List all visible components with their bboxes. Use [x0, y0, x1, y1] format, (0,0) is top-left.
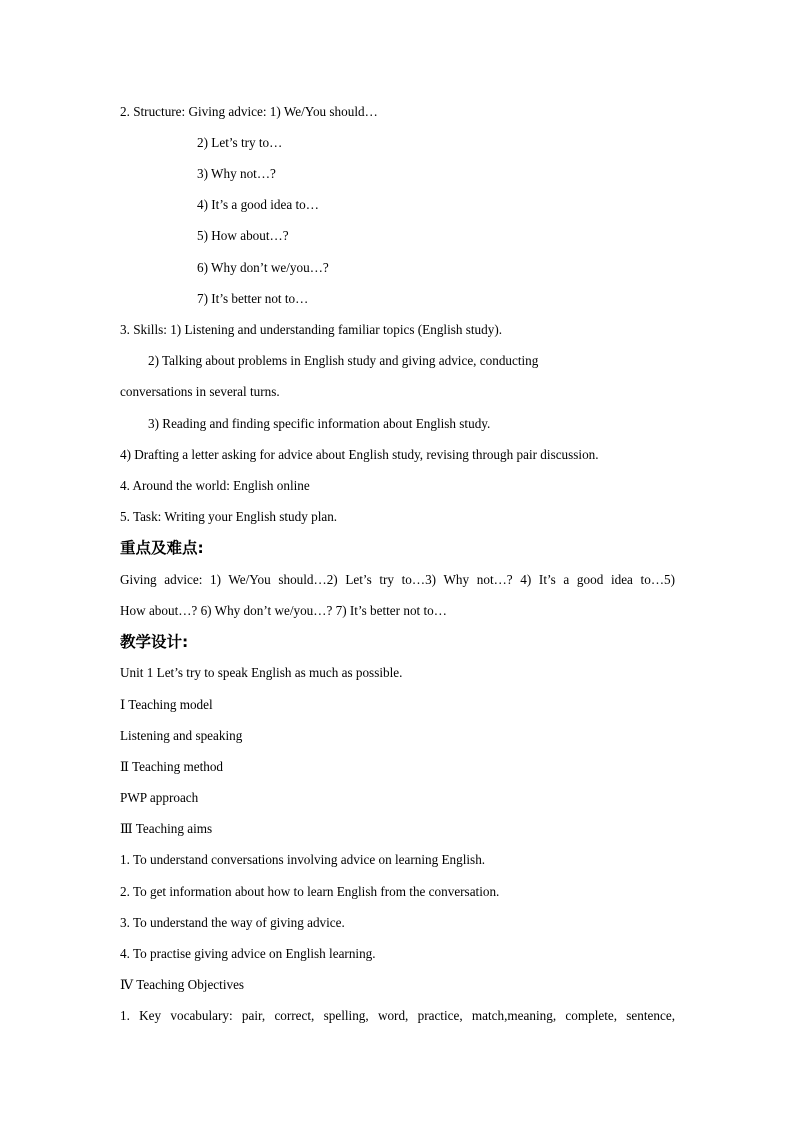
key-points-line-2: How about…? 6) Why don’t we/you…? 7) It’s better not to…	[120, 603, 447, 618]
teaching-model-heading: Ⅰ Teaching model	[120, 697, 213, 712]
skills-item-3: 3) Reading and finding specific information about English study.	[148, 416, 491, 431]
structure-item: 7) It’s better not to…	[197, 291, 309, 306]
skills-item-4: 4) Drafting a letter asking for advice about English study, revising through pair discussion.	[120, 447, 599, 462]
structure-item: 5) How about…?	[197, 228, 289, 243]
teaching-aims-heading: Ⅲ Teaching aims	[120, 821, 213, 836]
teaching-aim-item: 4. To practise giving advice on English learning.	[120, 946, 376, 961]
key-points-line-1: Giving advice: 1) We/You should…2) Let’s try to…3) Why not…? 4) It’s a good idea to…5)	[120, 572, 675, 587]
design-heading: 教学设计:	[120, 633, 189, 651]
teaching-aim-item: 3. To understand the way of giving advice.	[120, 915, 345, 930]
teaching-objectives-heading: Ⅳ Teaching Objectives	[120, 977, 245, 992]
structure-intro: 2. Structure: Giving advice: 1) We/You should…	[120, 104, 378, 119]
skills-item-2-line-2: conversations in several turns.	[120, 384, 280, 399]
structure-item: 3) Why not…?	[197, 166, 276, 181]
key-points-heading: 重点及难点:	[120, 539, 204, 557]
teaching-model-value: Listening and speaking	[120, 728, 243, 743]
skills-intro: 3. Skills: 1) Listening and understanding familiar topics (English study).	[120, 322, 503, 337]
unit-title: Unit 1 Let’s try to speak English as much as possible.	[120, 665, 403, 680]
teaching-objectives-line-1: 1. Key vocabulary: pair, correct, spelling, word, practice, match,meaning, complete, sentence,	[120, 1008, 675, 1023]
structure-item: 6) Why don’t we/you…?	[197, 260, 329, 275]
skills-item-2-line-1: 2) Talking about problems in English study and giving advice, conducting	[148, 353, 539, 368]
teaching-method-heading: Ⅱ Teaching method	[120, 759, 224, 774]
structure-item: 2) Let’s try to…	[197, 135, 283, 150]
around-world-line: 4. Around the world: English online	[120, 478, 310, 493]
teaching-aim-item: 1. To understand conversations involving advice on learning English.	[120, 852, 486, 867]
structure-item: 4) It’s a good idea to…	[197, 197, 319, 212]
teaching-aim-item: 2. To get information about how to learn English from the conversation.	[120, 884, 500, 899]
task-line: 5. Task: Writing your English study plan.	[120, 509, 338, 524]
teaching-method-value: PWP approach	[120, 790, 199, 805]
